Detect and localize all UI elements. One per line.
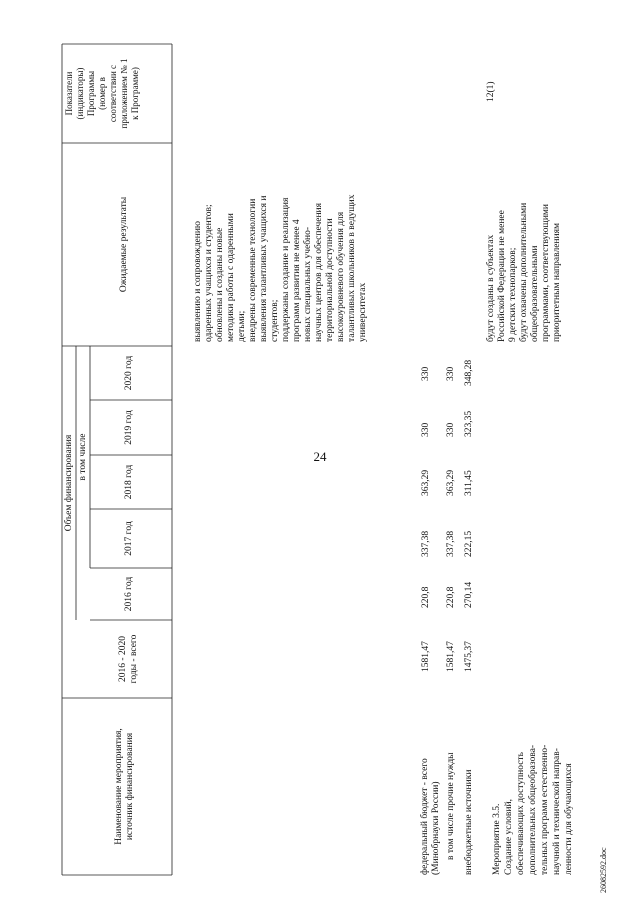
indicator-value: 12(1) <box>486 81 496 102</box>
header-name-col: Наименование мероприятия, источник финансирования <box>114 728 135 845</box>
row-year-2017: 222,15 <box>464 530 474 557</box>
row-year-2020: 330 <box>446 366 456 381</box>
row-year-2016: 270,14 <box>464 581 474 608</box>
row-total: 1475,37 <box>464 641 474 672</box>
expected-results-text: выявлению и сопровождению одаренных учащихся и студентов; обновлены и созданы новые методики работы с одаренными детьми; внедрены современные технологии выявления талантливых учащихся и студентов; поддержаны создание и реализация программ развития не менее 4 новых специальных учебно- научных центров для обеспечения территориальной доступности высокоуровневого обучения для талантливых школьников в ведущих университетах <box>193 194 368 342</box>
row-year-2019: 330 <box>421 422 431 437</box>
header-year-2017: 2017 год <box>124 521 134 556</box>
header-including: в том числе <box>78 433 88 481</box>
row-year-2016: 220,8 <box>421 586 431 608</box>
header-results-col: Ожидаемые результаты <box>119 196 129 293</box>
row-name: внебюджетные источники <box>464 769 474 875</box>
header-indicators-col: Показатели (индикаторы) Программы (номер в соответствии с приложением № 1 к Программе) <box>64 58 140 129</box>
header-total-col: 2016 - 2020 годы - всего <box>118 634 139 684</box>
row-year-2018: 311,45 <box>464 470 474 496</box>
page-number: 24 <box>313 449 327 464</box>
row-year-2020: 348,28 <box>464 359 474 386</box>
row-year-2017: 337,38 <box>446 530 456 557</box>
row-name: федеральный бюджет - всего (Минобрнауки России) <box>420 758 441 875</box>
row-name: в том числе прочие нужды <box>446 752 456 860</box>
row-year-2020: 330 <box>421 366 431 381</box>
row-year-2016: 220,8 <box>446 586 456 608</box>
row-year-2018: 363,29 <box>421 469 431 496</box>
file-name: 26082592.doc <box>599 847 608 893</box>
row-year-2019: 330 <box>446 422 456 437</box>
activity-name: Мероприятие 3.5. Создание условий, обеспечивающих доступность дополнительных общеобразова- тельных программ естественно- научной и технической направ- ленности для обучающихся <box>492 744 574 875</box>
header-year-2018: 2018 год <box>124 464 134 500</box>
header-year-2019: 2019 год <box>124 410 134 445</box>
header-funding-group: Объем финансирования <box>64 434 74 532</box>
row-year-2018: 363,29 <box>446 469 456 496</box>
expected-results-text: будут созданы в субъектах Российской Федерации не менее 9 детских технопарков; будут охвачены дополнительными общеобразовательными программами, соответствующими приоритетным направлениям <box>486 202 562 342</box>
row-total: 1581,47 <box>421 641 431 672</box>
header-year-2020: 2020 год <box>124 355 134 391</box>
row-year-2017: 337,38 <box>421 530 431 557</box>
row-year-2019: 323,35 <box>464 410 474 437</box>
row-total: 1581,47 <box>446 641 456 672</box>
header-year-2016: 2016 год <box>124 576 134 612</box>
